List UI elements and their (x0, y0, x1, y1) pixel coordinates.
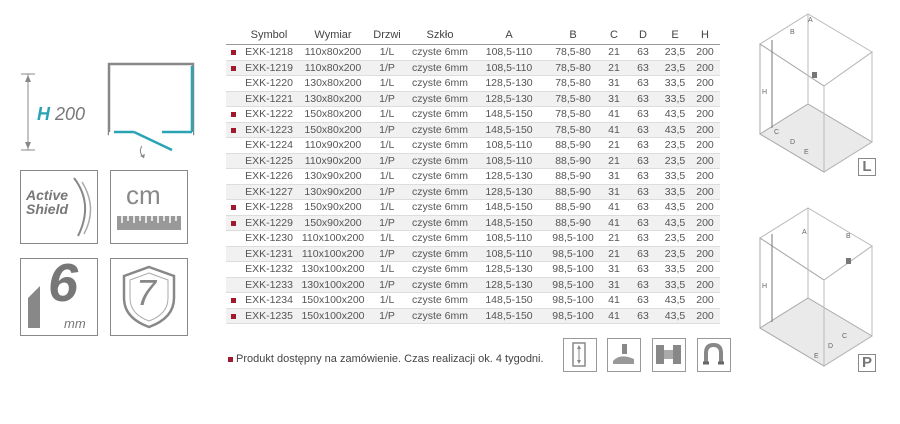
table-cell: 128,5-130 (474, 76, 544, 92)
order-marker (231, 50, 236, 55)
table-cell: 33,5 (660, 277, 690, 293)
table-body (226, 45, 720, 324)
right-dim-d: D (828, 343, 834, 350)
col-header-h: H (690, 26, 720, 45)
table-cell: 33,5 (660, 262, 690, 278)
thickness-number: 6 (48, 253, 79, 313)
col-header-b: B (544, 26, 602, 45)
table-cell: 130x90x200 (298, 169, 368, 185)
table-header-row (226, 26, 720, 45)
shield-swoosh-icon (64, 174, 96, 240)
table-cell: 1/P (368, 122, 406, 138)
table-cell: 130x90x200 (298, 184, 368, 200)
table-cell: 88,5-90 (544, 200, 602, 216)
table-cell: 200 (690, 200, 720, 216)
order-marker-cell (226, 293, 240, 309)
table-cell: 150x100x200 (298, 308, 368, 324)
order-marker (231, 221, 236, 226)
table-row (226, 107, 720, 123)
table-cell: 21 (602, 246, 626, 262)
table-cell: 63 (626, 215, 660, 231)
table-cell: 63 (626, 60, 660, 76)
table-cell: 78,5-80 (544, 107, 602, 123)
table-cell: 98,5-100 (544, 246, 602, 262)
height-arrow-icon (18, 72, 38, 152)
order-marker (231, 314, 236, 319)
table-cell: 148,5-150 (474, 293, 544, 309)
table-cell: 41 (602, 200, 626, 216)
table-cell: 130x80x200 (298, 76, 368, 92)
order-marker (231, 128, 236, 133)
table-cell: EXK-1233 (240, 277, 298, 293)
table-cell: 41 (602, 293, 626, 309)
order-marker-cell (226, 107, 240, 123)
table-cell: EXK-1227 (240, 184, 298, 200)
table-cell: 63 (626, 45, 660, 61)
table-cell: czyste 6mm (406, 262, 474, 278)
col-header-c: C (602, 26, 626, 45)
table-cell: czyste 6mm (406, 231, 474, 247)
table-row (226, 215, 720, 231)
table-cell: 88,5-90 (544, 138, 602, 154)
table-cell: EXK-1223 (240, 122, 298, 138)
col-header-symbol: Symbol (240, 26, 298, 45)
table-cell: 110x80x200 (298, 60, 368, 76)
table-cell: 78,5-80 (544, 60, 602, 76)
table-cell: 63 (626, 138, 660, 154)
col-header-drzwi: Drzwi (368, 26, 406, 45)
height-value: 200 (55, 104, 86, 124)
table-cell: 150x80x200 (298, 122, 368, 138)
table-cell: 200 (690, 184, 720, 200)
table-cell: 63 (626, 76, 660, 92)
table-cell: 43,5 (660, 200, 690, 216)
col-header-e: E (660, 26, 690, 45)
table-cell: 31 (602, 76, 626, 92)
table-cell: EXK-1222 (240, 107, 298, 123)
table-cell: 1/L (368, 231, 406, 247)
table-cell: 78,5-80 (544, 45, 602, 61)
magnet-icon (697, 338, 731, 372)
order-marker (231, 112, 236, 117)
table-cell: 41 (602, 107, 626, 123)
table-cell: 31 (602, 277, 626, 293)
table-cell: 108,5-110 (474, 231, 544, 247)
table-cell: czyste 6mm (406, 45, 474, 61)
table-cell: 1/P (368, 153, 406, 169)
table-cell: 108,5-110 (474, 153, 544, 169)
table-cell: 41 (602, 215, 626, 231)
table-cell: 200 (690, 262, 720, 278)
table-cell: 33,5 (660, 76, 690, 92)
table-cell: 21 (602, 45, 626, 61)
table-cell: 43,5 (660, 308, 690, 324)
table-cell: 98,5-100 (544, 262, 602, 278)
table-cell: 33,5 (660, 91, 690, 107)
table-cell: 108,5-110 (474, 60, 544, 76)
table-cell: 63 (626, 169, 660, 185)
table-cell: 130x100x200 (298, 277, 368, 293)
hinge-icon (652, 338, 686, 372)
table-row (226, 169, 720, 185)
cm-label: cm (126, 180, 161, 210)
table-cell: 43,5 (660, 215, 690, 231)
order-marker-cell (226, 215, 240, 231)
table-row (226, 153, 720, 169)
table-cell: czyste 6mm (406, 91, 474, 107)
table-cell: 110x80x200 (298, 45, 368, 61)
table-cell: czyste 6mm (406, 169, 474, 185)
table-cell: 108,5-110 (474, 138, 544, 154)
table-cell: czyste 6mm (406, 76, 474, 92)
table-cell: EXK-1229 (240, 215, 298, 231)
table-cell: 110x100x200 (298, 231, 368, 247)
table-cell: 128,5-130 (474, 277, 544, 293)
table-cell: 150x90x200 (298, 200, 368, 216)
order-marker-cell (226, 138, 240, 154)
right-dim-c: C (842, 333, 848, 340)
table-cell: 200 (690, 60, 720, 76)
table-cell: 1/L (368, 200, 406, 216)
table-cell: 1/P (368, 215, 406, 231)
table-cell: 78,5-80 (544, 91, 602, 107)
easy-clean-icon (607, 338, 641, 372)
table-cell: EXK-1220 (240, 76, 298, 92)
ruler-icon (116, 210, 182, 234)
table-cell: 1/P (368, 91, 406, 107)
table-cell: 200 (690, 122, 720, 138)
table-cell: 1/L (368, 293, 406, 309)
table-row (226, 277, 720, 293)
order-marker-cell (226, 91, 240, 107)
table-row (226, 76, 720, 92)
order-marker-cell (226, 231, 240, 247)
left-version-badge: L (858, 158, 876, 176)
active-shield-line1: Active (26, 187, 69, 203)
table-cell: 148,5-150 (474, 200, 544, 216)
table-cell: 21 (602, 153, 626, 169)
table-cell: 23,5 (660, 60, 690, 76)
table-cell: EXK-1224 (240, 138, 298, 154)
table-cell: 1/L (368, 107, 406, 123)
warranty-number: 7 (136, 272, 157, 313)
table-cell: 1/P (368, 246, 406, 262)
right-version-diagram (752, 198, 882, 368)
order-marker (231, 205, 236, 210)
table-cell: 200 (690, 169, 720, 185)
note-marker (228, 357, 233, 362)
table-cell: 63 (626, 122, 660, 138)
glass-edge-icon (24, 268, 54, 332)
product-spec-table (226, 26, 720, 324)
table-cell: EXK-1232 (240, 262, 298, 278)
table-cell: 63 (626, 246, 660, 262)
table-row (226, 262, 720, 278)
marker-header (226, 26, 240, 45)
left-dim-h: H (762, 89, 768, 96)
table-cell: 41 (602, 308, 626, 324)
table-cell: 63 (626, 277, 660, 293)
table-cell: 200 (690, 107, 720, 123)
table-cell: 88,5-90 (544, 169, 602, 185)
table-cell: 130x80x200 (298, 91, 368, 107)
table-cell: 150x80x200 (298, 107, 368, 123)
order-marker (231, 298, 236, 303)
table-cell: 23,5 (660, 138, 690, 154)
thickness-unit: mm (64, 316, 86, 331)
table-cell: 23,5 (660, 153, 690, 169)
order-marker-cell (226, 246, 240, 262)
table-cell: 33,5 (660, 169, 690, 185)
table-row (226, 308, 720, 324)
order-marker-cell (226, 153, 240, 169)
right-dim-b: B (846, 233, 851, 240)
table-cell: czyste 6mm (406, 107, 474, 123)
table-cell: 128,5-130 (474, 169, 544, 185)
table-cell: EXK-1226 (240, 169, 298, 185)
table-cell: 31 (602, 91, 626, 107)
table-cell: EXK-1221 (240, 91, 298, 107)
left-dim-e: E (804, 149, 809, 156)
table-row (226, 45, 720, 61)
table-cell: 108,5-110 (474, 45, 544, 61)
note-text: Produkt dostępny na zamówienie. Czas realizacji ok. 4 tygodni. (236, 353, 544, 365)
table-cell: 148,5-150 (474, 107, 544, 123)
table-cell: 200 (690, 215, 720, 231)
table-cell: czyste 6mm (406, 184, 474, 200)
table-cell: 200 (690, 153, 720, 169)
table-cell: czyste 6mm (406, 138, 474, 154)
table-cell: EXK-1219 (240, 60, 298, 76)
table-cell: 88,5-90 (544, 184, 602, 200)
table-cell: 1/P (368, 184, 406, 200)
table-cell: 31 (602, 169, 626, 185)
table-cell: 63 (626, 107, 660, 123)
table-cell: 63 (626, 184, 660, 200)
table-cell: 130x100x200 (298, 262, 368, 278)
order-marker-cell (226, 200, 240, 216)
right-dim-h: H (762, 283, 768, 290)
table-cell: czyste 6mm (406, 60, 474, 76)
table-cell: 63 (626, 293, 660, 309)
table-cell: 1/L (368, 76, 406, 92)
table-cell: 98,5-100 (544, 308, 602, 324)
height-prefix: H (37, 104, 50, 124)
left-dim-b: B (790, 29, 795, 36)
table-cell: 128,5-130 (474, 91, 544, 107)
left-dim-a: A (808, 17, 813, 24)
table-cell: EXK-1234 (240, 293, 298, 309)
table-cell: 148,5-150 (474, 308, 544, 324)
table-cell: 23,5 (660, 246, 690, 262)
table-cell: czyste 6mm (406, 246, 474, 262)
active-shield-line2: Shield (26, 201, 69, 217)
order-marker-cell (226, 184, 240, 200)
right-version-badge: P (858, 354, 876, 372)
order-marker-cell (226, 122, 240, 138)
table-cell: 110x90x200 (298, 138, 368, 154)
table-cell: EXK-1225 (240, 153, 298, 169)
table-cell: 150x100x200 (298, 293, 368, 309)
order-marker-cell (226, 45, 240, 61)
table-cell: 1/L (368, 262, 406, 278)
right-dim-a: A (802, 229, 807, 236)
table-cell: czyste 6mm (406, 277, 474, 293)
table-cell: EXK-1230 (240, 231, 298, 247)
table-cell: 33,5 (660, 184, 690, 200)
table-cell: 43,5 (660, 293, 690, 309)
table-row (226, 246, 720, 262)
table-row (226, 138, 720, 154)
table-cell: 200 (690, 308, 720, 324)
table-cell: 23,5 (660, 231, 690, 247)
col-header-szklo: Szkło (406, 26, 474, 45)
table-cell: 1/L (368, 169, 406, 185)
table-cell: 98,5-100 (544, 231, 602, 247)
table-cell: 200 (690, 246, 720, 262)
col-header-d: D (626, 26, 660, 45)
height-label (37, 104, 85, 125)
table-cell: 148,5-150 (474, 122, 544, 138)
order-marker-cell (226, 308, 240, 324)
table-cell: 23,5 (660, 45, 690, 61)
table-cell: czyste 6mm (406, 200, 474, 216)
table-cell: 110x100x200 (298, 246, 368, 262)
order-marker-cell (226, 277, 240, 293)
table-cell: 31 (602, 184, 626, 200)
table-cell: 21 (602, 231, 626, 247)
table-cell: 88,5-90 (544, 153, 602, 169)
table-row (226, 200, 720, 216)
table-cell: czyste 6mm (406, 122, 474, 138)
table-cell: EXK-1218 (240, 45, 298, 61)
table-cell: 63 (626, 200, 660, 216)
table-cell: 63 (626, 262, 660, 278)
table-row (226, 91, 720, 107)
table-cell: 43,5 (660, 122, 690, 138)
active-shield-text (26, 188, 68, 216)
table-cell: 78,5-80 (544, 122, 602, 138)
table-cell: 21 (602, 138, 626, 154)
order-marker-cell (226, 60, 240, 76)
table-cell: 148,5-150 (474, 215, 544, 231)
table-row (226, 293, 720, 309)
table-cell: 88,5-90 (544, 215, 602, 231)
table-cell: 1/P (368, 308, 406, 324)
table-row (226, 184, 720, 200)
table-cell: EXK-1228 (240, 200, 298, 216)
table-cell: 1/P (368, 277, 406, 293)
table-cell: 200 (690, 277, 720, 293)
plan-view-icon (106, 62, 196, 162)
reversible-icon (563, 338, 597, 372)
table-cell: 21 (602, 60, 626, 76)
table-cell: 110x90x200 (298, 153, 368, 169)
table-row (226, 122, 720, 138)
table-cell: 200 (690, 45, 720, 61)
left-version-diagram (752, 4, 882, 174)
table-cell: 128,5-130 (474, 262, 544, 278)
table-cell: 63 (626, 153, 660, 169)
table-cell: 200 (690, 76, 720, 92)
table-cell: czyste 6mm (406, 293, 474, 309)
left-dim-d: D (790, 139, 796, 146)
table-cell: 200 (690, 293, 720, 309)
availability-note (228, 353, 544, 366)
table-cell: 98,5-100 (544, 277, 602, 293)
table-cell: 63 (626, 231, 660, 247)
table-cell: 63 (626, 91, 660, 107)
table-cell: 128,5-130 (474, 184, 544, 200)
table-cell: czyste 6mm (406, 153, 474, 169)
order-marker-cell (226, 262, 240, 278)
table-cell: 108,5-110 (474, 246, 544, 262)
table-cell: 43,5 (660, 107, 690, 123)
table-cell: 78,5-80 (544, 76, 602, 92)
table-cell: 200 (690, 231, 720, 247)
left-dim-c: C (774, 129, 780, 136)
col-header-a: A (474, 26, 544, 45)
order-marker-cell (226, 76, 240, 92)
table-cell: 98,5-100 (544, 293, 602, 309)
table-cell: 1/L (368, 138, 406, 154)
table-cell: czyste 6mm (406, 308, 474, 324)
table-cell: 1/L (368, 45, 406, 61)
table-cell: 41 (602, 122, 626, 138)
table-cell: 200 (690, 91, 720, 107)
order-marker (231, 66, 236, 71)
table-row (226, 231, 720, 247)
table-cell: 31 (602, 262, 626, 278)
table-cell: 1/P (368, 60, 406, 76)
table-row (226, 60, 720, 76)
table-cell: EXK-1235 (240, 308, 298, 324)
col-header-wymiar: Wymiar (298, 26, 368, 45)
order-marker-cell (226, 169, 240, 185)
right-dim-e: E (814, 353, 819, 360)
table-cell: EXK-1231 (240, 246, 298, 262)
table-cell: 150x90x200 (298, 215, 368, 231)
table-cell: 200 (690, 138, 720, 154)
table-cell: 63 (626, 308, 660, 324)
table-cell: czyste 6mm (406, 215, 474, 231)
